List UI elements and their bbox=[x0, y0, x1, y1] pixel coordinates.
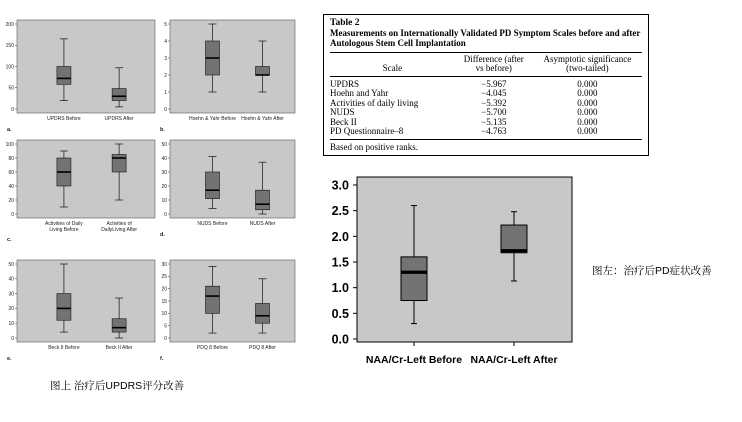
small-boxplot-panels bbox=[0, 0, 320, 380]
y-tick-label: 20 bbox=[8, 197, 14, 204]
y-tick-label: 100 bbox=[5, 141, 14, 148]
y-tick-label: 3.0 bbox=[331, 178, 349, 193]
category-label-line: DailyLiving After bbox=[101, 227, 138, 233]
box bbox=[256, 303, 270, 323]
panel-letter: d. bbox=[160, 232, 165, 238]
category-label: NUDS Before bbox=[197, 221, 228, 227]
table-cell-diff: −5.700 bbox=[481, 107, 507, 118]
box bbox=[256, 67, 270, 76]
category-label bbox=[101, 221, 137, 233]
table-cell-sig: 0.000 bbox=[577, 107, 598, 118]
category-label: Beck II After bbox=[105, 345, 133, 351]
table-cell-sig: 0.000 bbox=[577, 126, 598, 137]
table-cell-scale: Hoehn and Yahr bbox=[330, 88, 389, 99]
y-tick-label: 5 bbox=[164, 323, 167, 330]
category-label: Hoehn & Yahr After bbox=[241, 116, 284, 122]
y-tick-label: 10 bbox=[8, 321, 14, 327]
y-tick-label: 0 bbox=[164, 211, 167, 218]
category-label: Hoehn & Yahr Before bbox=[188, 116, 237, 122]
y-tick-label: 0 bbox=[11, 335, 14, 342]
y-tick-label: 60 bbox=[8, 169, 14, 176]
header-scale: Scale bbox=[330, 53, 455, 77]
table-cell-diff: −4.763 bbox=[481, 126, 507, 137]
table-cell-scale: Beck II bbox=[330, 116, 357, 127]
y-tick-label: 150 bbox=[5, 43, 14, 50]
y-tick-label: 25 bbox=[161, 274, 167, 281]
y-tick-label: 10 bbox=[161, 197, 167, 204]
panel-plot-area bbox=[170, 140, 295, 218]
y-tick-label: 3 bbox=[164, 55, 167, 62]
panel-1 bbox=[6, 20, 155, 133]
panel-plot-area bbox=[17, 140, 155, 218]
plot-area bbox=[357, 177, 572, 342]
table-cell-sig: 0.000 bbox=[577, 79, 598, 89]
y-tick-label: 100 bbox=[5, 64, 14, 71]
box bbox=[112, 319, 126, 332]
panel-2 bbox=[160, 20, 295, 133]
box bbox=[112, 89, 126, 101]
box bbox=[112, 155, 126, 173]
box bbox=[206, 286, 220, 313]
table-cell-diff: −4.045 bbox=[481, 88, 507, 99]
y-tick-label: 0.0 bbox=[331, 332, 349, 347]
panel-letter: c. bbox=[7, 237, 12, 243]
y-tick-label: 5 bbox=[164, 21, 167, 28]
y-tick-label: 2 bbox=[164, 72, 167, 79]
panel-4 bbox=[160, 140, 295, 238]
table-row bbox=[330, 127, 642, 140]
category-label bbox=[45, 221, 83, 233]
y-tick-label: 30 bbox=[8, 291, 14, 298]
category-label-line: Activities of Daily bbox=[45, 221, 83, 227]
y-tick-label: 0.5 bbox=[331, 306, 349, 321]
y-tick-label: 15 bbox=[161, 298, 167, 305]
y-tick-label: 30 bbox=[161, 169, 167, 176]
box bbox=[206, 172, 220, 199]
y-tick-label: 20 bbox=[161, 183, 167, 190]
panel-6 bbox=[160, 260, 295, 362]
category-label: PDQ 8 Before bbox=[196, 345, 229, 351]
category-label-line: Living Before bbox=[49, 227, 79, 233]
naa-cr-boxplot bbox=[315, 165, 595, 380]
y-tick-label: 2.0 bbox=[331, 229, 349, 244]
box bbox=[57, 67, 71, 85]
panel-plot-area bbox=[17, 20, 155, 113]
y-tick-label: 40 bbox=[8, 276, 14, 283]
table-cell-diff: −5.392 bbox=[481, 97, 507, 108]
table-note: Based on positive ranks. bbox=[330, 142, 418, 153]
y-tick-label: 40 bbox=[8, 183, 14, 190]
box bbox=[401, 257, 427, 301]
y-tick-label: 30 bbox=[161, 261, 167, 268]
category-label: NUDS After bbox=[249, 221, 276, 227]
y-tick-label: 20 bbox=[161, 286, 167, 293]
y-tick-label: 0 bbox=[11, 211, 14, 218]
left-caption: 图上 治疗后UPDRS评分改善 bbox=[50, 380, 185, 392]
y-tick-label: 0 bbox=[164, 335, 167, 342]
y-tick-label: 20 bbox=[8, 306, 14, 313]
category-label-line: Activities of bbox=[106, 221, 132, 227]
y-tick-label: 50 bbox=[8, 85, 14, 92]
category-label: PDQ 8 After bbox=[249, 345, 276, 351]
y-tick-label: 0 bbox=[11, 106, 14, 113]
table-cell-sig: 0.000 bbox=[577, 116, 598, 127]
box bbox=[501, 225, 527, 253]
table-cell-scale: Activities of daily living bbox=[330, 97, 419, 108]
y-tick-label: 4 bbox=[164, 38, 167, 45]
y-tick-label: 1 bbox=[164, 89, 167, 96]
box bbox=[57, 294, 71, 321]
y-tick-label: 0 bbox=[164, 106, 167, 113]
category-label: NAA/Cr-Left After bbox=[470, 354, 558, 366]
box bbox=[256, 190, 270, 210]
table-cell-sig: 0.000 bbox=[577, 88, 598, 99]
table-subtitle-line2: Autologous Stem Cell Implantation bbox=[330, 38, 466, 48]
y-tick-label: 10 bbox=[161, 311, 167, 318]
panel-5 bbox=[7, 260, 155, 362]
panel-letter: e. bbox=[7, 356, 12, 362]
y-tick-label: 80 bbox=[8, 155, 14, 162]
panel-plot-area bbox=[17, 260, 155, 342]
table-cell-scale: UPDRS bbox=[330, 79, 360, 89]
y-tick-label: 2.5 bbox=[331, 204, 349, 219]
table-cell-scale: PD Questionnaire–8 bbox=[330, 126, 404, 137]
table-cell-diff: −5.967 bbox=[481, 79, 507, 89]
panel-letter: a. bbox=[7, 127, 12, 133]
panel-letter: f. bbox=[160, 356, 164, 362]
y-tick-label: 1.0 bbox=[331, 281, 349, 296]
table-title: Table 2 bbox=[330, 18, 360, 28]
panel-plot-area bbox=[170, 260, 295, 342]
panel-3 bbox=[6, 140, 155, 243]
y-tick-label: 50 bbox=[161, 141, 167, 148]
panel-letter: b. bbox=[160, 127, 165, 133]
table-cell-diff: −5.135 bbox=[481, 116, 507, 127]
table-subtitle-line1: Measurements on Internationally Validated PD Symptom Scales before and after bbox=[330, 28, 641, 38]
category-label: NAA/Cr-Left Before bbox=[365, 354, 463, 366]
table-body bbox=[330, 52, 642, 140]
y-tick-label: 1.5 bbox=[331, 255, 349, 270]
results-table bbox=[323, 14, 649, 156]
category-label: UPDRS Before bbox=[47, 116, 81, 122]
right-caption: 图左：治疗后PD症状改善 bbox=[592, 265, 712, 277]
category-label: UPDRS After bbox=[104, 116, 134, 122]
table-cell-scale: NUDS bbox=[330, 107, 355, 118]
y-tick-label: 40 bbox=[161, 155, 167, 162]
panel-plot-area bbox=[170, 20, 295, 113]
header-difference: Difference (after vs before) bbox=[455, 53, 533, 77]
header-significance: Asymptotic significance (two-tailed) bbox=[533, 53, 642, 77]
y-tick-label: 200 bbox=[5, 21, 14, 28]
category-label: Beck II Before bbox=[48, 345, 80, 351]
table-cell-sig: 0.000 bbox=[577, 97, 598, 108]
y-tick-label: 50 bbox=[8, 261, 14, 268]
